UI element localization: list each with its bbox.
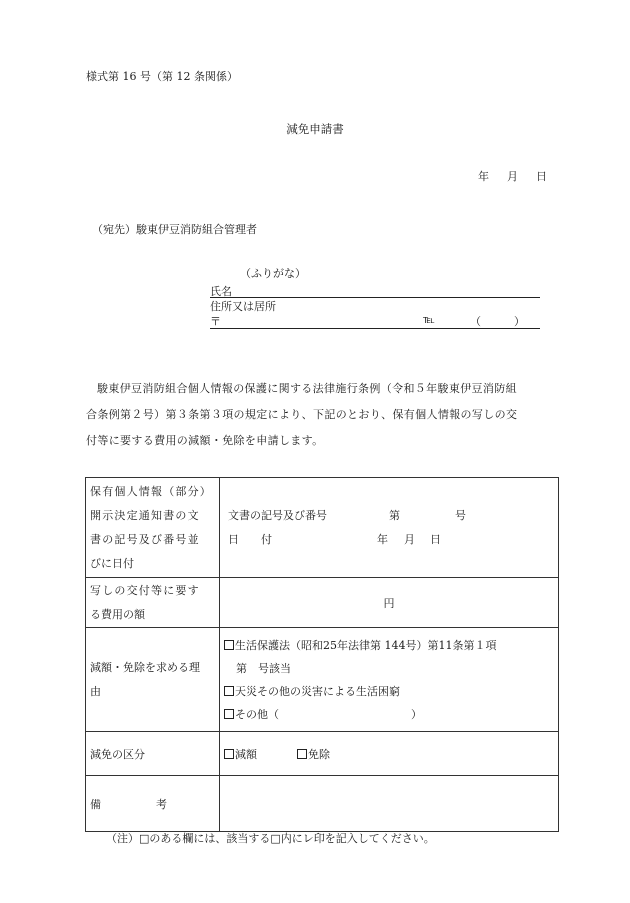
statement-line: 付等に要する費用の減額・免除を申請します。: [86, 434, 324, 447]
checkbox-icon[interactable]: [224, 640, 234, 650]
postal-mark-icon: 〒: [210, 315, 221, 328]
label-line: 由: [90, 684, 101, 698]
addressee: （宛先）駿東伊豆消防組合管理者: [92, 223, 257, 236]
date-day: 日: [536, 170, 547, 183]
statement-line: 駿東伊豆消防組合個人情報の保護に関する法律施行条例（令和５年駿東伊豆消防組: [97, 382, 517, 395]
reason-welfare-text: 生活保護法（昭和25年法律第 144号）第11条第１項: [235, 638, 497, 652]
day-label: 日: [430, 532, 441, 546]
checkbox-icon[interactable]: [224, 686, 234, 696]
exemption-option[interactable]: [297, 748, 330, 761]
date-label: 日 付: [228, 532, 272, 546]
label-line: 開示決定通知書の文: [90, 508, 200, 522]
address-label: 住所又は居所: [210, 300, 276, 313]
cost-amount-field[interactable]: [220, 578, 559, 628]
label-line: 減免の区分: [90, 747, 145, 761]
name-field[interactable]: [210, 283, 540, 298]
document-title: 減免申請書: [286, 122, 344, 136]
label-line: 書の記号及び番号並: [90, 532, 200, 546]
date-year: 年: [478, 170, 489, 183]
checkbox-icon[interactable]: [224, 749, 234, 759]
label-line: 備 考: [90, 797, 167, 811]
document-number-line: [224, 504, 554, 528]
month-label: 月: [404, 532, 415, 546]
reason-other-text: その他（ ）: [235, 707, 422, 721]
table-row: [86, 478, 559, 578]
address-field[interactable]: [210, 313, 540, 329]
phone-parentheses: （ ）: [470, 315, 525, 328]
form-number: 様式第 16 号（第 12 条関係）: [86, 70, 238, 83]
table-row: [86, 628, 559, 732]
furigana-label: （ふりがな）: [240, 267, 306, 280]
disclosure-notice-field[interactable]: [220, 478, 559, 578]
name-label: 氏名: [210, 285, 232, 298]
exemption-type-field: [220, 732, 559, 776]
remarks-label: [86, 776, 220, 832]
reason-field: [220, 628, 559, 732]
remarks-field[interactable]: [220, 776, 559, 832]
label-line: 減額・免除を求める理: [90, 660, 200, 674]
reason-disaster-text: 天災その他の災害による生活困窮: [235, 684, 400, 698]
label-line: びに日付: [90, 556, 134, 570]
reason-other-option[interactable]: [224, 703, 554, 726]
exemption-type-label: [86, 732, 220, 776]
date-month: 月: [507, 170, 518, 183]
application-statement: [86, 376, 578, 454]
telephone-icon: ℡: [423, 313, 435, 326]
dai-label: 第: [389, 508, 400, 522]
table-row: [86, 732, 559, 776]
reduction-option[interactable]: [224, 748, 257, 761]
document-number-label: 文書の記号及び番号: [228, 508, 327, 522]
reason-welfare-option[interactable]: [224, 634, 554, 657]
exemption-text: 免除: [308, 747, 330, 761]
application-table: [85, 477, 559, 832]
reason-label: [86, 628, 220, 732]
disclosure-notice-label: [86, 478, 220, 578]
yen-label: 円: [383, 596, 395, 610]
reason-welfare-subline: 第 号該当: [236, 661, 291, 675]
year-label: 年: [377, 532, 388, 546]
table-row: [86, 578, 559, 628]
table-row: [86, 776, 559, 832]
go-label: 号: [455, 508, 466, 522]
checkbox-icon[interactable]: [224, 709, 234, 719]
footnote: （注）□のある欄には、該当する□内にレ印を記入してください。: [106, 832, 435, 845]
label-line: 保有個人情報（部分）: [90, 484, 212, 498]
reason-disaster-option[interactable]: [224, 680, 554, 703]
label-line: 写しの交付等に要す: [90, 583, 200, 597]
cost-amount-label: [86, 578, 220, 628]
statement-line: 合条例第２号）第３条第３項の規定により、下記のとおり、保有個人情報の写しの交: [86, 408, 518, 421]
reduction-text: 減額: [235, 747, 257, 761]
label-line: る費用の額: [90, 607, 145, 621]
date-line: [478, 168, 547, 184]
document-date-line: [224, 528, 554, 552]
checkbox-icon[interactable]: [297, 749, 307, 759]
